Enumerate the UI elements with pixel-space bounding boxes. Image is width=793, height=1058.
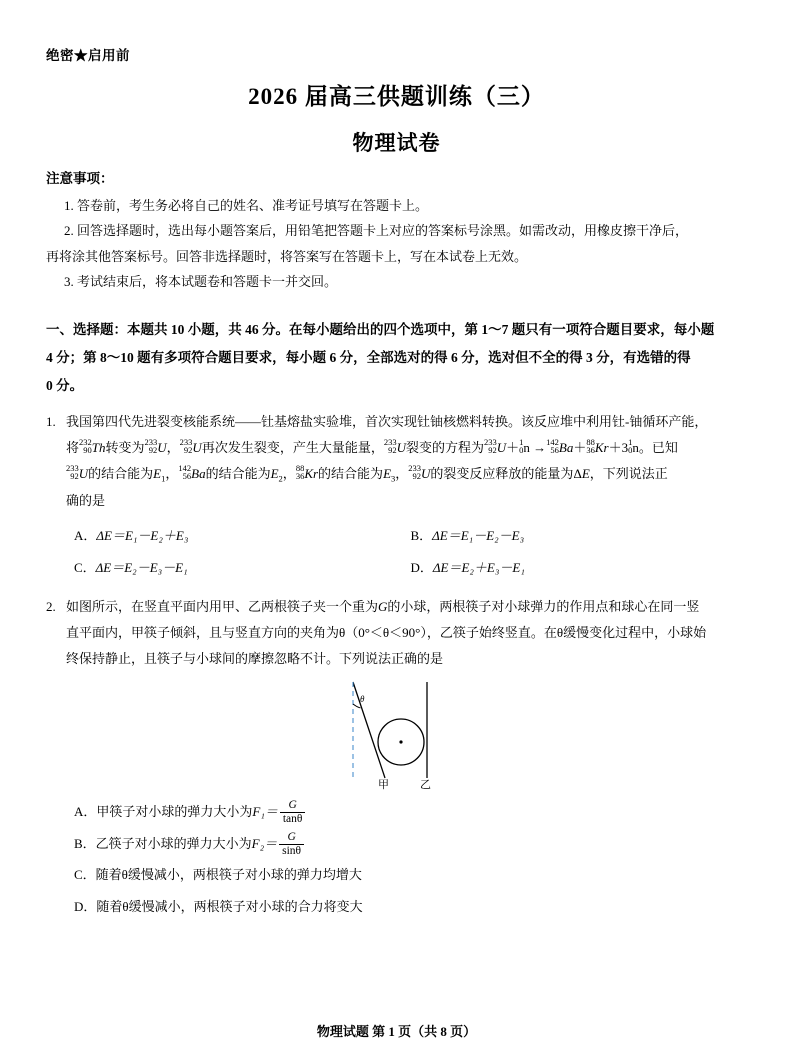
q1-option-d-expr: ΔE＝E₂＋E₃－E₁ (432, 559, 525, 575)
q1-option-b-letter: B． (410, 527, 433, 543)
q1-option-c-letter: C． (74, 559, 96, 575)
q1-l2-c: ， (166, 440, 180, 456)
q1-l3-g: 的裂变反应释放的能量为 (430, 466, 574, 482)
q2-option-a-fraction (280, 799, 306, 826)
q1-option-b-expr: ΔE＝E₁－E₂－E₃ (432, 527, 525, 543)
nuclide-kr88-b: 88 36 (295, 462, 305, 482)
q2-option-a-den: tanθ (282, 813, 303, 826)
notice-item-2-line1: 2. 回答选择题时，选出每小题答案后，用铅笔把答题卡上对应的答案标号涂黑。如需改动，用橡皮擦干净后， (64, 223, 689, 239)
q1-option-d[interactable] (411, 552, 748, 584)
q2-option-a-sym: F₁＝ (252, 803, 278, 819)
svg-text:甲: 甲 (377, 778, 389, 790)
question-1-line2: 将 232 90 Th转变为 233 92 U， 233 92 U再次发生裂变，产生大量能量， 233 92 U裂变的方程为 233 92 U＋ 1 0 n → 142 56 Ba＋ 88 36 Kr＋3 1 0 n。已知 (66, 436, 678, 456)
section-1-title (46, 316, 747, 399)
q1-l2-e: 裂变的方程为 (405, 440, 484, 456)
q1-l3-b: ， (165, 466, 179, 482)
q1-l3-f: ， (395, 466, 409, 482)
question-2-number: 2. (46, 598, 56, 614)
q2-option-c[interactable]: C．随着θ缓慢减小，两根筷子对小球的弹力均增大 (74, 867, 362, 883)
q1-l2-a: 将 (66, 440, 80, 456)
nuclide-ba142: 142 56 (546, 436, 559, 456)
nuclide-th232: 232 90 (79, 436, 92, 456)
q1-l3-c: 的结合能为 (205, 466, 271, 482)
q1-l3-a: 的结合能为 (88, 466, 154, 482)
q1-option-row-1 (74, 520, 747, 552)
q2-option-a[interactable] (74, 796, 747, 828)
question-2-line2: 直平面内，甲筷子倾斜，且与竖直方向的夹角为θ（0°＜θ＜90°），乙筷子始终竖直。在θ缓慢变化过程中，小球始 (66, 624, 707, 640)
neutron-1: 1 0 (519, 436, 524, 456)
question-1-number: 1. (46, 414, 56, 430)
page-footer: 物理试题 第 1 页（共 8 页） (316, 1024, 477, 1039)
nuclide-u233-e: 233 92 (66, 462, 79, 482)
notice-item-1: 1. 答卷前，考生务必将自己的姓名、准考证号填写在答题卡上。 (64, 198, 429, 213)
question-1-line4: 确的是 (66, 492, 106, 508)
q2-option-a-text: A．甲筷子对小球的弹力大小为 (74, 803, 253, 819)
notice-heading: 注意事项： (46, 171, 114, 186)
q1-option-c-expr: ΔE＝E₂－E₃－E₁ (95, 559, 188, 575)
question-1-line3: 233 92 U的结合能为$E_1$， 142 56 Ba的结合能为$E_2$， 88 36 Kr的结合能为$E_3$， 233 92 U的裂变反应释放的能量为ΔE，下列说法正 (66, 462, 668, 484)
question-1-body (46, 409, 747, 514)
q1-l3-d: ， (282, 466, 296, 482)
page-subtitle: 物理试卷 (352, 131, 441, 155)
secret-label: 绝密★启用前 (46, 48, 130, 63)
q1-option-d-letter: D． (410, 559, 433, 575)
q2-option-b-num: G (279, 831, 304, 845)
section-1-title-line2: 4 分；第 8～10 题有多项符合题目要求，每小题 6 分，全部选对的得 6 分，选对但不全的得 3 分，有选错的得 (46, 350, 691, 366)
q1-option-b[interactable] (411, 520, 748, 552)
q2-option-b[interactable] (74, 828, 747, 860)
page-title: 2026 届高三供题训练（三） (248, 84, 545, 109)
nuclide-u233-a: 233 92 (144, 436, 158, 456)
neutron-2: 1 0 (628, 436, 633, 456)
q1-l2-f: 。已知 (638, 440, 678, 456)
question-2-figure (277, 678, 517, 790)
q1-option-a-letter: A． (74, 527, 97, 543)
question-2-options (46, 796, 747, 923)
q1-option-a-expr: ΔE＝E₁－E₂＋E₃ (96, 527, 189, 543)
q2-l1-a: 如图所示，在竖直平面内用甲、乙两根筷子夹一个重为 (66, 598, 379, 614)
q2-option-b-fraction (279, 831, 304, 858)
chopsticks-ball-diagram (277, 678, 517, 790)
question-2 (46, 594, 747, 923)
nuclide-kr88: 88 36 (586, 436, 595, 456)
question-2-line3: 终保持静止，且筷子与小球间的摩擦忽略不计。下列说法正确的是 (66, 650, 444, 666)
section-1-title-line3: 0 分。 (46, 377, 84, 393)
notice-item-2-line2: 再将涂其他答案标号。回答非选择题时，将答案写在答题卡上，写在本试卷上无效。 (46, 248, 528, 264)
q2-option-b-text: B．乙筷子对小球的弹力大小为 (74, 835, 252, 851)
q1-l3-h: ，下列说法正 (589, 466, 668, 482)
section-1-title-line1: 一、选择题：本题共 10 小题，共 46 分。在每小题给出的四个选项中，第 1～7 题只有一项符合题目要求，每小题 (46, 322, 715, 338)
question-1-line1: 我国第四代先进裂变核能系统——钍基熔盐实验堆，首次实现钍铀核燃料转换。该反应堆中利用钍-铀循环产能， (66, 414, 708, 430)
q2-option-b-den: sinθ (282, 845, 302, 858)
question-2-body (46, 594, 747, 672)
question-2-line1: 如图所示，在竖直平面内用甲、乙两根筷子夹一个重为G的小球，两根筷子对小球弹力的作用点和球心在同一竖 (66, 598, 700, 614)
nuclide-u233-f: 233 92 (408, 462, 422, 482)
q1-option-row-2 (74, 552, 747, 584)
notice-item-3: 3. 考试结束后，将本试题卷和答题卡一并交回。 (64, 274, 338, 290)
q1-l2-d: 再次发生裂变，产生大量能量， (201, 440, 384, 456)
q2-option-a-num: G (280, 799, 306, 813)
nuclide-u233-c: 233 92 (383, 436, 397, 456)
notice-item-2 (46, 218, 747, 269)
nuclide-u233-b: 233 92 (179, 436, 193, 456)
nuclide-ba142-b: 142 56 (178, 462, 192, 482)
q1-option-a[interactable] (74, 520, 411, 552)
q1-option-c[interactable] (74, 552, 411, 584)
q2-option-d[interactable]: D．随着θ缓慢减小，两根筷子对小球的合力将变大 (74, 899, 363, 915)
q2-option-b-sym: F₂＝ (251, 835, 278, 851)
q1-l2-b: 转变为 (105, 440, 145, 456)
svg-text:乙: 乙 (419, 778, 431, 790)
question-1 (46, 409, 747, 583)
question-1-options (46, 520, 747, 584)
svg-text:θ: θ (359, 693, 364, 704)
q1-l3-e: 的结合能为 (318, 466, 384, 482)
nuclide-u233-d: 233 92 (483, 436, 497, 456)
q2-l1-b: 的小球，两根筷子对小球弹力的作用点和球心在同一竖 (387, 598, 700, 614)
